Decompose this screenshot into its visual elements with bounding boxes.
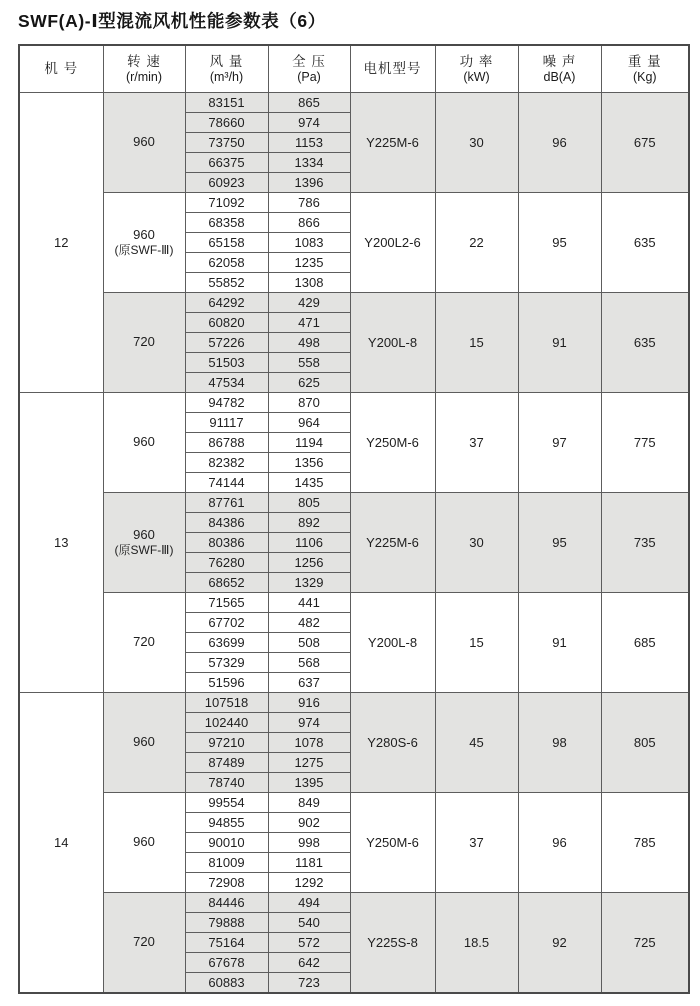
col-header-unit: (Kg) bbox=[632, 70, 657, 85]
motor-model-cell: Y250M-6 bbox=[350, 393, 435, 493]
pressure-cell: 637 bbox=[268, 673, 350, 693]
flow-cell: 86788 bbox=[185, 433, 268, 453]
pressure-cell: 1181 bbox=[268, 853, 350, 873]
flow-cell: 102440 bbox=[185, 713, 268, 733]
col-header-label: 噪 声 bbox=[542, 53, 577, 69]
speed-value: 720 bbox=[133, 634, 155, 650]
flow-cell: 51503 bbox=[185, 353, 268, 373]
col-header-unit: dB(A) bbox=[543, 70, 576, 85]
pressure-cell: 1194 bbox=[268, 433, 350, 453]
pressure-cell: 916 bbox=[268, 693, 350, 713]
pressure-cell: 1435 bbox=[268, 473, 350, 493]
weight-cell: 635 bbox=[601, 193, 689, 293]
flow-cell: 107518 bbox=[185, 693, 268, 713]
pressure-cell: 1329 bbox=[268, 573, 350, 593]
flow-cell: 62058 bbox=[185, 253, 268, 273]
noise-cell: 98 bbox=[518, 693, 601, 793]
flow-cell: 91117 bbox=[185, 413, 268, 433]
col-header-power bbox=[435, 45, 518, 93]
pressure-cell: 508 bbox=[268, 633, 350, 653]
flow-cell: 78660 bbox=[185, 113, 268, 133]
pressure-cell: 1275 bbox=[268, 753, 350, 773]
noise-cell: 92 bbox=[518, 893, 601, 994]
speed-value: 960 bbox=[133, 434, 155, 450]
machine-no-cell: 12 bbox=[19, 93, 103, 393]
table-row bbox=[19, 393, 689, 413]
speed-value: 720 bbox=[133, 334, 155, 350]
speed-cell bbox=[103, 493, 185, 593]
col-header-unit: (kW) bbox=[463, 70, 490, 85]
table-row bbox=[19, 193, 689, 213]
flow-cell: 66375 bbox=[185, 153, 268, 173]
flow-cell: 75164 bbox=[185, 933, 268, 953]
flow-cell: 82382 bbox=[185, 453, 268, 473]
pressure-cell: 572 bbox=[268, 933, 350, 953]
power-cell: 37 bbox=[435, 793, 518, 893]
pressure-cell: 998 bbox=[268, 833, 350, 853]
pressure-cell: 974 bbox=[268, 113, 350, 133]
flow-cell: 57329 bbox=[185, 653, 268, 673]
flow-cell: 47534 bbox=[185, 373, 268, 393]
speed-note: (原SWF-Ⅲ) bbox=[114, 543, 174, 558]
col-header-label: 转 速 bbox=[127, 53, 161, 69]
flow-cell: 84446 bbox=[185, 893, 268, 913]
pressure-cell: 1235 bbox=[268, 253, 350, 273]
col-header-weight bbox=[601, 45, 689, 93]
weight-cell: 675 bbox=[601, 93, 689, 193]
motor-model-cell: Y225S-8 bbox=[350, 893, 435, 994]
power-cell: 30 bbox=[435, 493, 518, 593]
flow-cell: 60820 bbox=[185, 313, 268, 333]
power-cell: 22 bbox=[435, 193, 518, 293]
flow-cell: 81009 bbox=[185, 853, 268, 873]
flow-cell: 94855 bbox=[185, 813, 268, 833]
pressure-cell: 1078 bbox=[268, 733, 350, 753]
pressure-cell: 482 bbox=[268, 613, 350, 633]
motor-model-cell: Y225M-6 bbox=[350, 93, 435, 193]
speed-cell bbox=[103, 793, 185, 893]
flow-cell: 99554 bbox=[185, 793, 268, 813]
flow-cell: 73750 bbox=[185, 133, 268, 153]
table-row bbox=[19, 293, 689, 313]
pressure-cell: 498 bbox=[268, 333, 350, 353]
pressure-cell: 974 bbox=[268, 713, 350, 733]
flow-cell: 83151 bbox=[185, 93, 268, 113]
flow-cell: 64292 bbox=[185, 293, 268, 313]
header-row bbox=[19, 45, 689, 93]
col-header-flow bbox=[185, 45, 268, 93]
pressure-cell: 786 bbox=[268, 193, 350, 213]
power-cell: 37 bbox=[435, 393, 518, 493]
noise-cell: 95 bbox=[518, 493, 601, 593]
col-header-machine-no bbox=[19, 45, 103, 93]
power-cell: 45 bbox=[435, 693, 518, 793]
flow-cell: 94782 bbox=[185, 393, 268, 413]
pressure-cell: 1106 bbox=[268, 533, 350, 553]
machine-no-cell: 13 bbox=[19, 393, 103, 693]
pressure-cell: 429 bbox=[268, 293, 350, 313]
machine-no-cell: 14 bbox=[19, 693, 103, 994]
col-header-motor-model bbox=[350, 45, 435, 93]
pressure-cell: 642 bbox=[268, 953, 350, 973]
noise-cell: 95 bbox=[518, 193, 601, 293]
flow-cell: 55852 bbox=[185, 273, 268, 293]
col-header-speed bbox=[103, 45, 185, 93]
flow-cell: 78740 bbox=[185, 773, 268, 793]
speed-value: 960 bbox=[133, 526, 155, 542]
flow-cell: 67678 bbox=[185, 953, 268, 973]
col-header-label: 重 量 bbox=[627, 53, 662, 69]
pressure-cell: 494 bbox=[268, 893, 350, 913]
motor-model-cell: Y200L-8 bbox=[350, 293, 435, 393]
flow-cell: 67702 bbox=[185, 613, 268, 633]
motor-model-cell: Y200L-8 bbox=[350, 593, 435, 693]
pressure-cell: 865 bbox=[268, 93, 350, 113]
col-header-label: 全 压 bbox=[292, 53, 326, 69]
table-row bbox=[19, 93, 689, 113]
flow-cell: 68652 bbox=[185, 573, 268, 593]
weight-cell: 635 bbox=[601, 293, 689, 393]
pressure-cell: 540 bbox=[268, 913, 350, 933]
flow-cell: 87761 bbox=[185, 493, 268, 513]
flow-cell: 80386 bbox=[185, 533, 268, 553]
flow-cell: 65158 bbox=[185, 233, 268, 253]
flow-cell: 60923 bbox=[185, 173, 268, 193]
speed-note: (原SWF-Ⅲ) bbox=[114, 243, 174, 258]
motor-model-cell: Y280S-6 bbox=[350, 693, 435, 793]
flow-cell: 63699 bbox=[185, 633, 268, 653]
pressure-cell: 892 bbox=[268, 513, 350, 533]
speed-value: 960 bbox=[133, 226, 155, 242]
col-header-pressure bbox=[268, 45, 350, 93]
speed-value: 720 bbox=[133, 934, 155, 950]
pressure-cell: 723 bbox=[268, 973, 350, 994]
motor-model-cell: Y200L2-6 bbox=[350, 193, 435, 293]
pressure-cell: 1356 bbox=[268, 453, 350, 473]
noise-cell: 96 bbox=[518, 793, 601, 893]
table-row bbox=[19, 493, 689, 513]
pressure-cell: 471 bbox=[268, 313, 350, 333]
pressure-cell: 964 bbox=[268, 413, 350, 433]
flow-cell: 57226 bbox=[185, 333, 268, 353]
pressure-cell: 866 bbox=[268, 213, 350, 233]
speed-cell bbox=[103, 193, 185, 293]
speed-cell bbox=[103, 293, 185, 393]
col-header-unit: (Pa) bbox=[297, 70, 321, 85]
speed-cell bbox=[103, 593, 185, 693]
table-row bbox=[19, 793, 689, 813]
flow-cell: 74144 bbox=[185, 473, 268, 493]
flow-cell: 71092 bbox=[185, 193, 268, 213]
power-cell: 18.5 bbox=[435, 893, 518, 994]
flow-cell: 90010 bbox=[185, 833, 268, 853]
col-header-label: 电机型号 bbox=[363, 61, 422, 77]
col-header-noise bbox=[518, 45, 601, 93]
flow-cell: 79888 bbox=[185, 913, 268, 933]
pressure-cell: 625 bbox=[268, 373, 350, 393]
weight-cell: 775 bbox=[601, 393, 689, 493]
flow-cell: 87489 bbox=[185, 753, 268, 773]
speed-value: 960 bbox=[133, 734, 155, 750]
weight-cell: 725 bbox=[601, 893, 689, 994]
pressure-cell: 1308 bbox=[268, 273, 350, 293]
pressure-cell: 1256 bbox=[268, 553, 350, 573]
pressure-cell: 805 bbox=[268, 493, 350, 513]
speed-value: 960 bbox=[133, 134, 155, 150]
speed-cell bbox=[103, 893, 185, 994]
motor-model-cell: Y250M-6 bbox=[350, 793, 435, 893]
pressure-cell: 441 bbox=[268, 593, 350, 613]
flow-cell: 84386 bbox=[185, 513, 268, 533]
noise-cell: 91 bbox=[518, 293, 601, 393]
table-row bbox=[19, 893, 689, 913]
flow-cell: 71565 bbox=[185, 593, 268, 613]
weight-cell: 735 bbox=[601, 493, 689, 593]
col-header-unit: (m³/h) bbox=[209, 70, 244, 85]
table-row bbox=[19, 693, 689, 713]
flow-cell: 51596 bbox=[185, 673, 268, 693]
pressure-cell: 902 bbox=[268, 813, 350, 833]
fan-performance-table bbox=[18, 44, 690, 994]
power-cell: 15 bbox=[435, 293, 518, 393]
pressure-cell: 1153 bbox=[268, 133, 350, 153]
weight-cell: 785 bbox=[601, 793, 689, 893]
flow-cell: 68358 bbox=[185, 213, 268, 233]
weight-cell: 685 bbox=[601, 593, 689, 693]
speed-cell bbox=[103, 93, 185, 193]
pressure-cell: 1334 bbox=[268, 153, 350, 173]
speed-cell bbox=[103, 693, 185, 793]
flow-cell: 60883 bbox=[185, 973, 268, 994]
weight-cell: 805 bbox=[601, 693, 689, 793]
page-title: SWF(A)-Ⅰ型混流风机性能参数表（6） bbox=[18, 11, 326, 31]
speed-value: 960 bbox=[133, 834, 155, 850]
pressure-cell: 1083 bbox=[268, 233, 350, 253]
pressure-cell: 1395 bbox=[268, 773, 350, 793]
power-cell: 15 bbox=[435, 593, 518, 693]
flow-cell: 97210 bbox=[185, 733, 268, 753]
speed-cell bbox=[103, 393, 185, 493]
flow-cell: 72908 bbox=[185, 873, 268, 893]
pressure-cell: 1396 bbox=[268, 173, 350, 193]
power-cell: 30 bbox=[435, 93, 518, 193]
col-header-label: 风 量 bbox=[209, 53, 244, 69]
col-header-label: 功 率 bbox=[459, 53, 494, 69]
pressure-cell: 870 bbox=[268, 393, 350, 413]
noise-cell: 96 bbox=[518, 93, 601, 193]
pressure-cell: 849 bbox=[268, 793, 350, 813]
noise-cell: 97 bbox=[518, 393, 601, 493]
pressure-cell: 568 bbox=[268, 653, 350, 673]
motor-model-cell: Y225M-6 bbox=[350, 493, 435, 593]
noise-cell: 91 bbox=[518, 593, 601, 693]
col-header-label: 机 号 bbox=[44, 61, 79, 77]
table-row bbox=[19, 593, 689, 613]
pressure-cell: 1292 bbox=[268, 873, 350, 893]
pressure-cell: 558 bbox=[268, 353, 350, 373]
col-header-unit: (r/min) bbox=[125, 70, 163, 85]
flow-cell: 76280 bbox=[185, 553, 268, 573]
